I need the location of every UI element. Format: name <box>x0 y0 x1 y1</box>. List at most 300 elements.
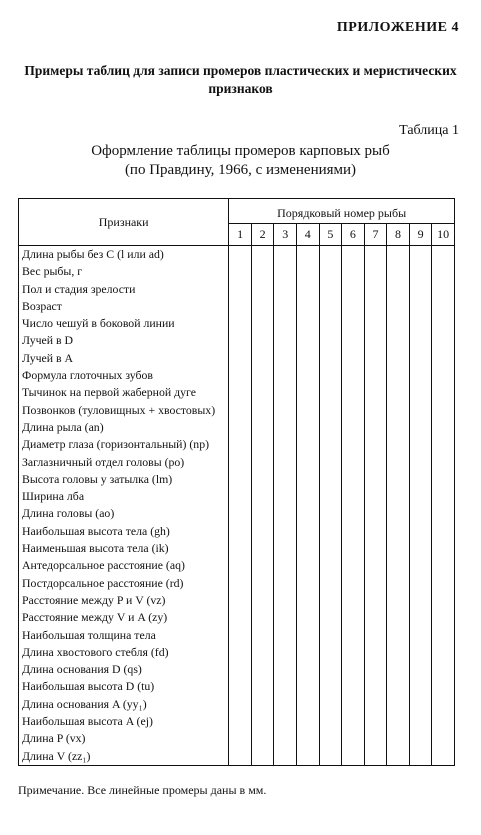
measurement-cell <box>274 713 297 730</box>
measurement-cell <box>251 627 274 644</box>
measurement-cell <box>409 315 432 332</box>
measurement-cell <box>364 609 387 626</box>
measurement-cell <box>296 505 319 522</box>
measurement-cell <box>251 678 274 695</box>
measurement-cell <box>364 246 387 264</box>
measurement-cell <box>274 678 297 695</box>
measurement-cell <box>387 488 410 505</box>
measurement-cell <box>274 281 297 298</box>
measurement-cell <box>296 471 319 488</box>
measurement-cell <box>342 713 365 730</box>
measurement-cell <box>409 557 432 574</box>
feature-label: Постдорсальное расстояние (rd) <box>19 575 229 592</box>
measurement-cell <box>251 350 274 367</box>
measurement-cell <box>274 315 297 332</box>
measurement-cell <box>409 436 432 453</box>
table-row <box>19 246 455 264</box>
measurement-cell <box>387 592 410 609</box>
feature-label: Длина основания A (yy₁) <box>19 696 229 713</box>
measurement-cell <box>432 263 455 280</box>
table-row <box>19 696 455 713</box>
measurement-cell <box>409 609 432 626</box>
measurement-cell <box>432 540 455 557</box>
feature-label: Расстояние между P и V (vz) <box>19 592 229 609</box>
feature-label: Лучей в D <box>19 332 229 349</box>
features-header: Признаки <box>19 199 229 246</box>
measurement-cell <box>251 661 274 678</box>
measurement-cell <box>364 332 387 349</box>
measurement-cell <box>319 281 342 298</box>
measurement-cell <box>432 281 455 298</box>
measurement-cell <box>432 419 455 436</box>
measurement-cell <box>296 488 319 505</box>
measurement-cell <box>274 523 297 540</box>
measurement-cell <box>229 678 252 695</box>
table-row <box>19 575 455 592</box>
measurement-cell <box>274 575 297 592</box>
measurement-cell <box>296 281 319 298</box>
measurement-cell <box>409 419 432 436</box>
measurement-cell <box>432 332 455 349</box>
measurement-cell <box>432 315 455 332</box>
feature-label: Наибольшая высота D (tu) <box>19 678 229 695</box>
feature-label: Позвонков (туловищных + хвостовых) <box>19 402 229 419</box>
measurement-cell <box>342 454 365 471</box>
measurement-cell <box>364 350 387 367</box>
measurement-cell <box>319 436 342 453</box>
measurement-cell <box>387 298 410 315</box>
measurement-cell <box>229 609 252 626</box>
measurement-cell <box>387 730 410 747</box>
fish-number-col-6: 6 <box>342 224 365 246</box>
measurement-cell <box>319 350 342 367</box>
measurement-cell <box>432 575 455 592</box>
measurement-cell <box>342 644 365 661</box>
measurement-cell <box>364 540 387 557</box>
measurement-cell <box>432 644 455 661</box>
measurement-cell <box>432 713 455 730</box>
measurement-cell <box>342 730 365 747</box>
measurement-cell <box>251 332 274 349</box>
measurement-cell <box>229 592 252 609</box>
measurement-cell <box>229 350 252 367</box>
measurement-cell <box>251 575 274 592</box>
fish-number-header: Порядковый номер рыбы <box>229 199 455 224</box>
measurement-cell <box>342 263 365 280</box>
feature-label: Наибольшая высота A (ej) <box>19 713 229 730</box>
measurement-cell <box>319 678 342 695</box>
measurement-cell <box>229 298 252 315</box>
measurement-cell <box>274 730 297 747</box>
measurement-cell <box>251 298 274 315</box>
table-row <box>19 505 455 522</box>
measurement-cell <box>296 627 319 644</box>
measurement-cell <box>251 384 274 401</box>
measurement-cell <box>432 436 455 453</box>
measurement-cell <box>409 263 432 280</box>
measurement-cell <box>229 696 252 713</box>
measurement-cell <box>251 281 274 298</box>
measurement-cell <box>364 713 387 730</box>
measurement-cell <box>274 402 297 419</box>
fish-number-col-9: 9 <box>409 224 432 246</box>
measurement-cell <box>319 713 342 730</box>
measurement-cell <box>387 627 410 644</box>
measurement-cell <box>229 315 252 332</box>
measurement-cell <box>319 609 342 626</box>
measurement-cell <box>409 592 432 609</box>
table-row <box>19 454 455 471</box>
measurement-cell <box>409 730 432 747</box>
measurement-cell <box>319 298 342 315</box>
measurement-cell <box>432 592 455 609</box>
fish-number-col-7: 7 <box>364 224 387 246</box>
table-row <box>19 523 455 540</box>
feature-label: Тычинок на первой жаберной дуге <box>19 384 229 401</box>
measurement-cell <box>342 436 365 453</box>
measurement-cell <box>274 609 297 626</box>
measurement-cell <box>387 263 410 280</box>
measurement-cell <box>364 678 387 695</box>
measurement-cell <box>296 678 319 695</box>
measurement-cell <box>319 592 342 609</box>
fish-number-col-3: 3 <box>274 224 297 246</box>
measurement-cell <box>432 367 455 384</box>
measurement-cell <box>364 592 387 609</box>
measurement-cell <box>364 627 387 644</box>
footnote: Примечание. Все линейные промеры даны в мм. <box>18 783 267 797</box>
measurement-cell <box>364 367 387 384</box>
measurement-cell <box>409 298 432 315</box>
table-row <box>19 281 455 298</box>
table-row <box>19 678 455 695</box>
measurement-cell <box>251 557 274 574</box>
measurement-cell <box>409 488 432 505</box>
measurement-cell <box>387 402 410 419</box>
measurement-cell <box>296 350 319 367</box>
measurement-cell <box>229 281 252 298</box>
measurement-cell <box>409 748 432 766</box>
measurement-cell <box>319 575 342 592</box>
measurement-cell <box>229 454 252 471</box>
feature-label: Лучей в A <box>19 350 229 367</box>
measurement-cell <box>342 748 365 766</box>
measurement-cell <box>342 575 365 592</box>
table-row <box>19 627 455 644</box>
table-row <box>19 730 455 747</box>
measurement-cell <box>274 419 297 436</box>
feature-label: Длина головы (ao) <box>19 505 229 522</box>
feature-label: Антедорсальное расстояние (aq) <box>19 557 229 574</box>
measurement-cell <box>296 384 319 401</box>
measurement-cell <box>364 315 387 332</box>
table-row <box>19 748 455 766</box>
measurement-cell <box>342 557 365 574</box>
measurement-cell <box>229 263 252 280</box>
measurement-cell <box>319 471 342 488</box>
measurement-cell <box>229 246 252 264</box>
measurement-cell <box>251 696 274 713</box>
measurement-cell <box>342 696 365 713</box>
measurement-cell <box>432 384 455 401</box>
measurement-cell <box>319 627 342 644</box>
measurement-cell <box>409 246 432 264</box>
measurement-cell <box>387 523 410 540</box>
feature-label: Заглазничный отдел головы (po) <box>19 454 229 471</box>
measurement-cell <box>251 436 274 453</box>
fish-number-col-2: 2 <box>251 224 274 246</box>
measurement-cell <box>229 557 252 574</box>
measurement-cell <box>387 367 410 384</box>
feature-label: Длина хвостового стебля (fd) <box>19 644 229 661</box>
measurement-cell <box>319 661 342 678</box>
measurement-cell <box>229 661 252 678</box>
measurement-cell <box>364 298 387 315</box>
feature-label: Длина P (vx) <box>19 730 229 747</box>
measurement-cell <box>274 263 297 280</box>
measurement-cell <box>364 748 387 766</box>
measurement-cell <box>274 661 297 678</box>
fish-number-col-1: 1 <box>229 224 252 246</box>
feature-label: Длина рыбы без С (l или ad) <box>19 246 229 264</box>
measurement-cell <box>342 419 365 436</box>
measurement-cell <box>274 384 297 401</box>
measurement-cell <box>274 627 297 644</box>
measurement-cell <box>319 644 342 661</box>
measurement-cell <box>229 436 252 453</box>
measurement-cell <box>387 471 410 488</box>
measurement-cell <box>364 661 387 678</box>
measurement-cell <box>296 263 319 280</box>
measurement-cell <box>296 540 319 557</box>
measurement-cell <box>296 523 319 540</box>
measurement-cell <box>364 454 387 471</box>
measurement-cell <box>319 523 342 540</box>
fish-number-col-10: 10 <box>432 224 455 246</box>
measurement-cell <box>387 436 410 453</box>
measurement-cell <box>409 505 432 522</box>
measurement-cell <box>296 609 319 626</box>
measurement-cell <box>296 592 319 609</box>
measurement-cell <box>296 332 319 349</box>
measurement-cell <box>409 332 432 349</box>
measurement-cell <box>229 384 252 401</box>
measurement-cell <box>387 281 410 298</box>
measurement-cell <box>296 644 319 661</box>
measurement-cell <box>319 454 342 471</box>
table-row <box>19 419 455 436</box>
measurement-cell <box>342 315 365 332</box>
measurement-cell <box>274 350 297 367</box>
measurement-cell <box>432 748 455 766</box>
table-row <box>19 471 455 488</box>
measurement-cell <box>319 367 342 384</box>
measurement-cell <box>387 332 410 349</box>
measurement-cell <box>319 557 342 574</box>
feature-label: Высота головы у затылка (lm) <box>19 471 229 488</box>
measurements-table <box>18 198 455 766</box>
table-body <box>19 246 455 766</box>
measurement-cell <box>432 678 455 695</box>
measurement-cell <box>251 454 274 471</box>
feature-label: Длина рыла (an) <box>19 419 229 436</box>
table-row <box>19 367 455 384</box>
measurement-cell <box>342 281 365 298</box>
measurement-cell <box>274 332 297 349</box>
measurement-cell <box>296 436 319 453</box>
measurement-cell <box>364 644 387 661</box>
measurement-cell <box>342 350 365 367</box>
table-row <box>19 713 455 730</box>
measurement-cell <box>387 661 410 678</box>
appendix-label: ПРИЛОЖЕНИЕ 4 <box>336 20 459 35</box>
table-caption <box>18 142 463 180</box>
feature-label: Диаметр глаза (горизонтальный) (np) <box>19 436 229 453</box>
feature-label: Длина V (zz₁) <box>19 748 229 766</box>
fish-number-col-5: 5 <box>319 224 342 246</box>
section-title: Примеры таблиц для записи промеров пластических и меристических признаков <box>24 63 457 96</box>
measurement-cell <box>432 523 455 540</box>
measurement-cell <box>432 298 455 315</box>
measurement-cell <box>251 505 274 522</box>
measurement-cell <box>364 488 387 505</box>
measurement-cell <box>319 246 342 264</box>
measurement-cell <box>319 419 342 436</box>
measurement-cell <box>296 454 319 471</box>
measurement-cell <box>342 661 365 678</box>
measurement-cell <box>387 575 410 592</box>
measurement-cell <box>229 505 252 522</box>
measurement-cell <box>274 644 297 661</box>
table-row <box>19 263 455 280</box>
measurement-cell <box>342 367 365 384</box>
measurement-cell <box>409 281 432 298</box>
measurement-cell <box>274 471 297 488</box>
feature-label: Число чешуй в боковой линии <box>19 315 229 332</box>
measurement-cell <box>387 609 410 626</box>
measurement-cell <box>342 384 365 401</box>
measurement-cell <box>409 661 432 678</box>
measurement-cell <box>274 540 297 557</box>
measurement-cell <box>274 367 297 384</box>
measurement-cell <box>409 575 432 592</box>
measurement-cell <box>296 419 319 436</box>
measurement-cell <box>342 592 365 609</box>
measurement-cell <box>319 384 342 401</box>
measurement-cell <box>319 402 342 419</box>
measurement-cell <box>387 557 410 574</box>
measurement-cell <box>387 540 410 557</box>
feature-label: Возраст <box>19 298 229 315</box>
measurement-cell <box>409 367 432 384</box>
measurement-cell <box>364 419 387 436</box>
measurement-cell <box>409 627 432 644</box>
measurement-cell <box>342 540 365 557</box>
measurement-cell <box>364 384 387 401</box>
measurement-cell <box>251 609 274 626</box>
measurement-cell <box>432 696 455 713</box>
measurement-cell <box>409 523 432 540</box>
measurement-cell <box>296 696 319 713</box>
measurement-cell <box>432 505 455 522</box>
measurement-cell <box>229 419 252 436</box>
measurement-cell <box>364 557 387 574</box>
measurement-cell <box>387 315 410 332</box>
table-row <box>19 384 455 401</box>
table-row <box>19 609 455 626</box>
measurement-cell <box>432 402 455 419</box>
table-row <box>19 350 455 367</box>
measurement-cell <box>342 609 365 626</box>
measurement-cell <box>387 678 410 695</box>
measurement-cell <box>342 332 365 349</box>
measurement-cell <box>364 281 387 298</box>
measurement-cell <box>342 471 365 488</box>
measurement-cell <box>342 505 365 522</box>
measurement-cell <box>296 661 319 678</box>
measurement-cell <box>274 748 297 766</box>
measurement-cell <box>319 540 342 557</box>
measurement-cell <box>342 246 365 264</box>
feature-label: Пол и стадия зрелости <box>19 281 229 298</box>
measurement-cell <box>274 436 297 453</box>
measurement-cell <box>274 488 297 505</box>
measurement-cell <box>229 627 252 644</box>
measurement-cell <box>319 696 342 713</box>
measurement-cell <box>229 402 252 419</box>
measurement-cell <box>229 523 252 540</box>
measurement-cell <box>432 246 455 264</box>
measurement-cell <box>251 367 274 384</box>
measurement-cell <box>409 678 432 695</box>
measurement-cell <box>251 730 274 747</box>
table-number-label: Таблица 1 <box>399 123 459 138</box>
table-row <box>19 644 455 661</box>
measurement-cell <box>342 488 365 505</box>
measurement-cell <box>364 730 387 747</box>
table-row <box>19 661 455 678</box>
measurement-cell <box>251 713 274 730</box>
measurement-cell <box>432 350 455 367</box>
measurement-cell <box>364 436 387 453</box>
feature-label: Наибольшая толщина тела <box>19 627 229 644</box>
measurement-cell <box>432 730 455 747</box>
measurement-cell <box>409 644 432 661</box>
measurement-cell <box>319 505 342 522</box>
measurement-cell <box>342 523 365 540</box>
fish-number-col-8: 8 <box>387 224 410 246</box>
measurement-cell <box>409 350 432 367</box>
measurement-cell <box>432 488 455 505</box>
measurement-cell <box>251 523 274 540</box>
measurement-cell <box>274 592 297 609</box>
measurement-cell <box>251 246 274 264</box>
table-row <box>19 402 455 419</box>
table-row <box>19 488 455 505</box>
measurement-cell <box>229 748 252 766</box>
measurement-cell <box>296 315 319 332</box>
measurement-cell <box>274 454 297 471</box>
measurement-cell <box>387 419 410 436</box>
table-caption-line2: (по Правдину, 1966, с изменениями) <box>124 162 357 178</box>
measurement-cell <box>432 557 455 574</box>
measurement-cell <box>296 298 319 315</box>
measurement-cell <box>409 713 432 730</box>
measurement-cell <box>387 350 410 367</box>
measurement-cell <box>229 488 252 505</box>
feature-label: Наименьшая высота тела (ik) <box>19 540 229 557</box>
feature-label: Наибольшая высота тела (gh) <box>19 523 229 540</box>
